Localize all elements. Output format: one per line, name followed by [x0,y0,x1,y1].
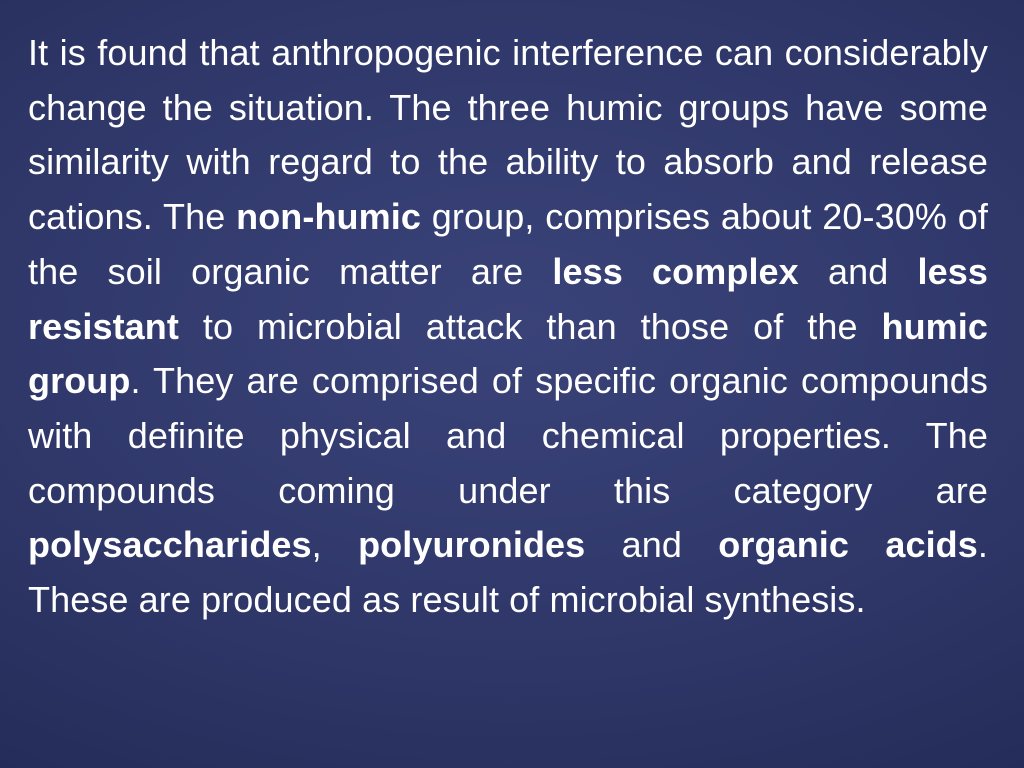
text-segment: . They are comprised of specific organic compounds with definite physical and chemical properties. The compounds coming under this category are [28,360,988,511]
bold-term-less-complex: less complex [552,250,799,292]
text-segment: and [585,524,719,566]
text-segment: . These are produced as result of microbial synthesis. [28,524,988,621]
bold-term-less-resistant: less resistant [28,250,988,347]
text-segment: group, comprises about 20-30% of the soil organic matter are [28,196,988,292]
bold-term-non-humic: non-humic [236,196,421,238]
text-segment: It is found that anthropogenic interference can considerably change the situation. The three humic groups have some similarity with regard to the ability to absorb and release cations. The [28,32,988,238]
bold-term-organic-acids: organic acids [718,524,978,566]
text-segment: and [798,250,918,292]
bold-term-humic-group: humic group [28,305,988,402]
bold-term-polyuronides: polyuronides [358,524,586,566]
bold-term-polysaccharides: polysaccharides [28,524,312,566]
text-segment: , [311,524,359,566]
text-segment: to microbial attack than those of the [178,305,882,347]
slide-body-text [28,26,988,628]
